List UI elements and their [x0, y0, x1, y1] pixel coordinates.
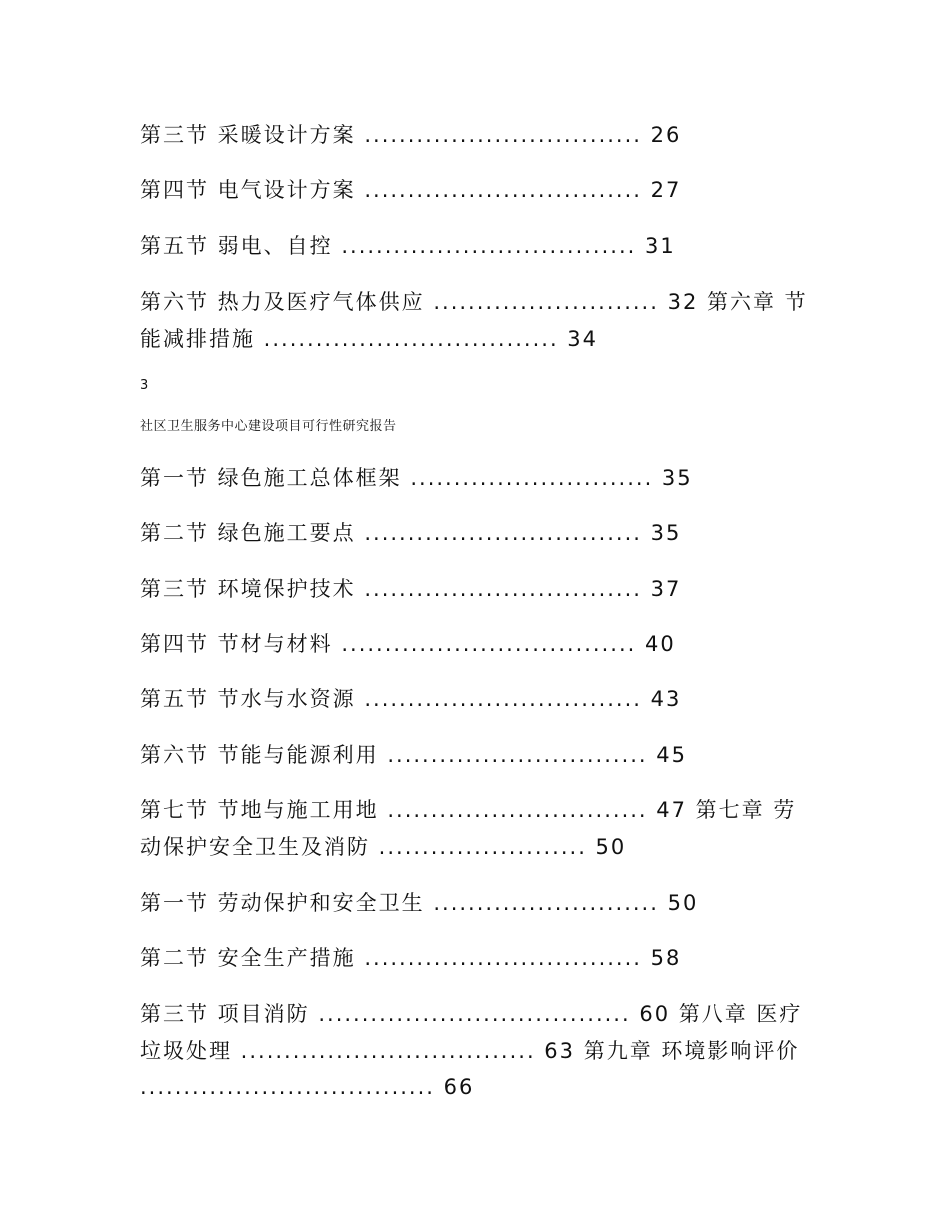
- toc-entry-continuation: 垃圾处理 .................................. 63 第九章 环境影响评价: [140, 1039, 800, 1063]
- toc-entry: 第三节 项目消防 .................................... 60 第八章 医疗: [140, 1002, 803, 1026]
- toc-entry-continuation: .................................. 66: [140, 1075, 475, 1099]
- toc-entry-continuation: 能减排措施 .................................. 34: [140, 327, 599, 351]
- toc-entry-continuation: 动保护安全卫生及消防 ........................ 50: [140, 835, 627, 859]
- toc-entry: 第六节 热力及医疗气体供应 .......................... 32 第六章 节: [140, 290, 808, 314]
- toc-entry: 第二节 安全生产措施 ................................ 58: [140, 946, 682, 970]
- toc-entry: 第一节 劳动保护和安全卫生 .......................... 50: [140, 891, 699, 915]
- toc-entry: 第六节 节能与能源利用 .............................. 45: [140, 743, 688, 767]
- toc-entry: 第四节 电气设计方案 ................................ 27: [140, 178, 682, 202]
- page-number: 3: [140, 378, 149, 393]
- toc-entry: 第五节 弱电、自控 .................................. 31: [140, 234, 676, 258]
- toc-entry: 第七节 节地与施工用地 .............................. 47 第七章 劳: [140, 798, 797, 822]
- toc-entry: 第二节 绿色施工要点 ................................ 35: [140, 521, 682, 545]
- toc-entry: 第三节 环境保护技术 ................................ 37: [140, 577, 682, 601]
- toc-entry: 第三节 采暖设计方案 ................................ 26: [140, 123, 682, 147]
- toc-entry: 第一节 绿色施工总体框架 ............................ 35: [140, 466, 693, 490]
- running-header: 社区卫生服务中心建设项目可行性研究报告: [140, 419, 397, 434]
- toc-entry: 第五节 节水与水资源 ................................ 43: [140, 687, 682, 711]
- toc-entry: 第四节 节材与材料 .................................. 40: [140, 632, 676, 656]
